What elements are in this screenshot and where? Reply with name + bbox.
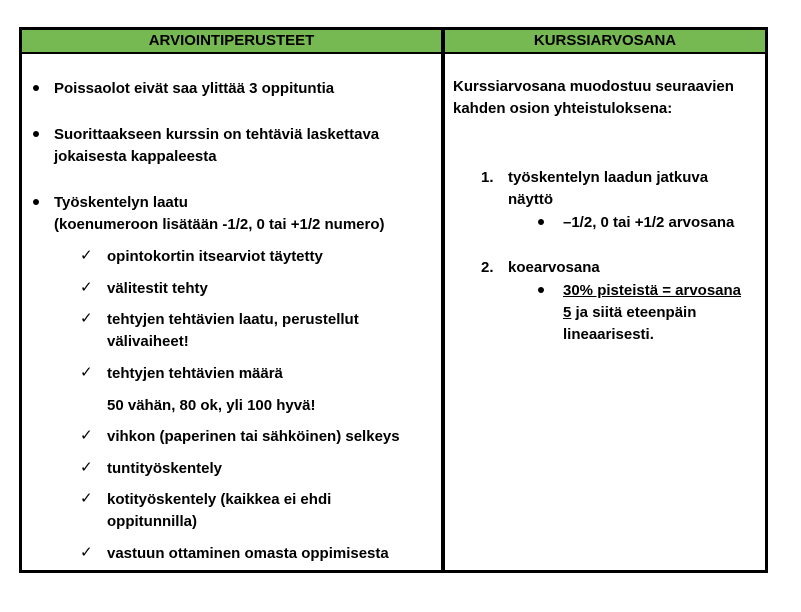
check-item-quality-line2: välivaiheet!: [107, 333, 189, 350]
header-kurssiarvosana: KURSSIARVOSANA: [445, 30, 765, 54]
check-item-classwork: tuntityöskentely: [107, 460, 223, 477]
column-divider: [441, 27, 445, 573]
checkmark-icon: ✓: [80, 279, 93, 296]
item-2-sub-line1: 30% pisteistä = arvosana: [563, 282, 742, 299]
checkmark-icon: ✓: [80, 310, 93, 327]
item-2-sub-line2: [563, 301, 696, 324]
item-1-line1: työskentelyn laadun jatkuva: [508, 169, 709, 186]
check-item-midtests: välitestit tehty: [107, 280, 208, 297]
bullet-dot-icon: [33, 85, 39, 91]
check-item-quality-line1: tehtyjen tehtävien laatu, perustellut: [107, 311, 359, 328]
item-number-1: 1.: [481, 169, 494, 186]
item-number-2: 2.: [481, 259, 494, 276]
checkmark-icon: ✓: [80, 247, 93, 264]
bullet-item-exercises-line2: jokaisesta kappaleesta: [54, 148, 217, 165]
bullet-item-work-quality-line2: (koenumeroon lisätään -1/2, 0 tai +1/2 numero): [54, 216, 385, 233]
check-item-notebook: vihkon (paperinen tai sähköinen) selkeys: [107, 428, 400, 445]
checkmark-icon: ✓: [80, 490, 93, 507]
checkmark-icon: ✓: [80, 427, 93, 444]
item-1-line2: näyttö: [508, 191, 553, 208]
bullet-dot-icon: [538, 287, 544, 293]
check-item-self-assessment: opintokortin itsearviot täytetty: [107, 248, 323, 265]
bullet-dot-icon: [33, 199, 39, 205]
check-item-homework-line2: oppitunnilla): [107, 513, 197, 530]
intro-line1: Kurssiarvosana muodostuu seuraavien: [453, 78, 734, 95]
check-item-responsibility: vastuun ottaminen omasta oppimisesta: [107, 545, 389, 562]
intro-line2: kahden osion yhteistuloksena:: [453, 100, 673, 117]
item-2-sub-line2-rest: ja siitä eteenpäin: [571, 304, 697, 321]
checkmark-icon: ✓: [80, 364, 93, 381]
bullet-dot-icon: [33, 131, 39, 137]
item-2-sub-line3: lineaarisesti.: [563, 326, 654, 343]
bullet-dot-icon: [538, 219, 544, 225]
checkmark-icon: ✓: [80, 544, 93, 561]
item-1-sub: –1/2, 0 tai +1/2 arvosana: [563, 214, 735, 231]
amount-note: 50 vähän, 80 ok, yli 100 hyvä!: [107, 397, 316, 414]
check-item-amount: tehtyjen tehtävien määrä: [107, 365, 283, 382]
bullet-item-exercises-line1: Suorittaakseen kurssin on tehtäviä laskettava: [54, 126, 380, 143]
header-arviointiperusteet: ARVIOINTIPERUSTEET: [22, 30, 441, 54]
item-2-line1: koearvosana: [508, 259, 600, 276]
checkmark-icon: ✓: [80, 459, 93, 476]
check-item-homework-line1: kotityöskentely (kaikkea ei ehdi: [107, 491, 332, 508]
grade-five: 5: [563, 304, 572, 321]
bullet-item-absences: Poissaolot eivät saa ylittää 3 oppituntia: [54, 80, 335, 97]
bullet-item-work-quality-line1: Työskentelyn laatu: [54, 194, 188, 211]
